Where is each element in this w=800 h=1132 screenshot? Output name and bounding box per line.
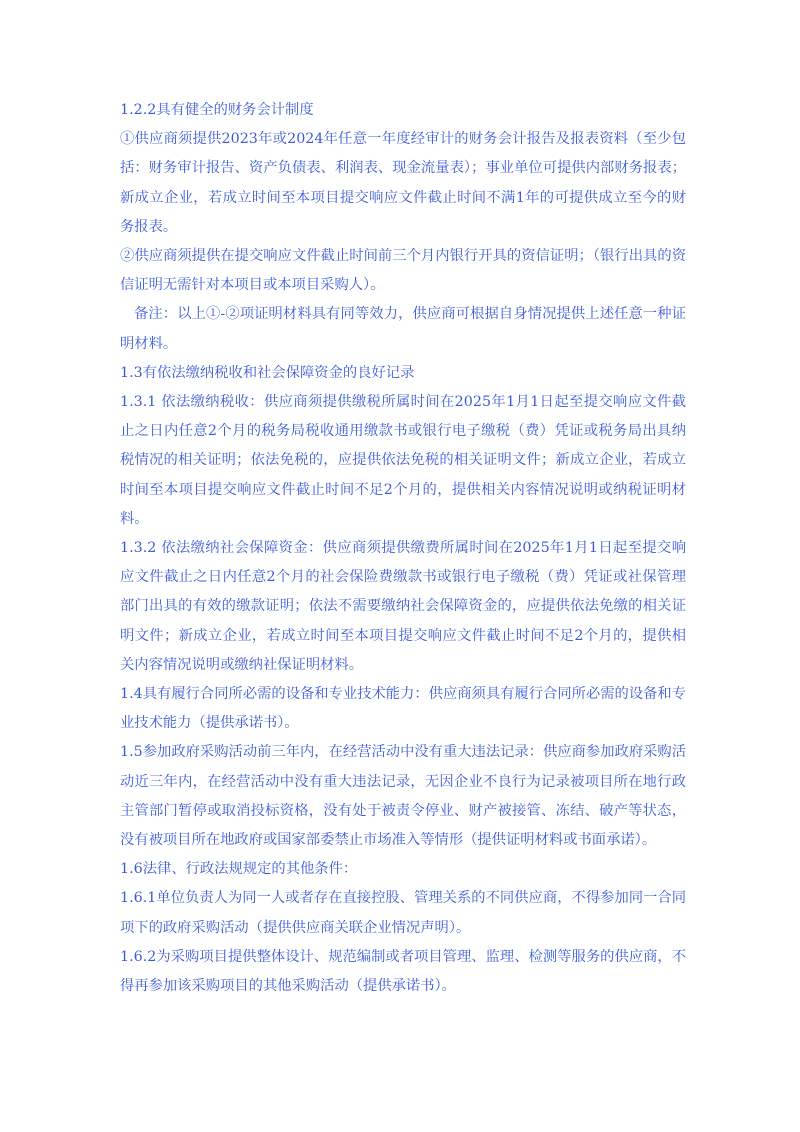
heading-1-3: 1.3有依法缴纳税收和社会保障资金的良好记录 bbox=[120, 364, 415, 381]
paragraph-1-2-2-item-1: ①供应商须提供2023年或2024年任意一年度经审计的财务会计报告及报表资料（至少包括：财务审计报告、资产负债表、利润表、现金流量表）；事业单位可提供内部财务报表；新成立企业，若成立时间至本项目提交响应文件截止时间不满1年的可提供成立至今的财务报表。 bbox=[120, 131, 686, 235]
paragraph-1-6-1: 1.6.1单位负责人为同一人或者存在直接控股、管理关系的不同供应商，不得参加同一合同项下的政府采购活动（提供供应商关联企业情况声明）。 bbox=[120, 890, 686, 936]
document-body bbox=[120, 96, 686, 1001]
paragraph-1-4: 1.4具有履行合同所必需的设备和专业技术能力：供应商须具有履行合同所必需的设备和专业技术能力（提供承诺书）。 bbox=[120, 686, 687, 732]
paragraph-note: 备注：以上①-②项证明材料具有同等效力，供应商可根据自身情况提供上述任意一种证明材料。 bbox=[120, 306, 686, 352]
paragraph-1-2-2-item-2: ②供应商须提供在提交响应文件截止时间前三个月内银行开具的资信证明；（银行出具的资信证明无需针对本项目或本项目采购人）。 bbox=[120, 248, 686, 294]
paragraph-1-6-2: 1.6.2为采购项目提供整体设计、规范编制或者项目管理、监理、检测等服务的供应商，不得再参加该采购项目的其他采购活动（提供承诺书）。 bbox=[120, 948, 686, 995]
heading-1-2-2: 1.2.2具有健全的财务会计制度 bbox=[120, 102, 314, 118]
paragraph-1-3-1: 1.3.1 依法缴纳税收：供应商须提供缴税所属时间在2025年1月1日起至提交响应文件截止之日内任意2个月的税务局税收通用缴款书或银行电子缴税（费）凭证或税务局出具纳税情况的相关证明；依法免税的，应提供依法免税的相关证明文件；新成立企业，若成立时间至本项目提交响应文件截止时间不足2个月的，提供相关内容情况说明或纳税证明材料。 bbox=[120, 394, 686, 527]
paragraph-1-5: 1.5参加政府采购活动前三年内，在经营活动中没有重大违法记录：供应商参加政府采购活动近三年内，在经营活动中没有重大违法记录，无因企业不良行为记录被项目所在地行政主管部门暂停或取消投标资格，没有处于被责令停业、财产被接管、冻结、破产等状态，没有被项目所在地政府或国家部委禁止市场准入等情形（提供证明材料或书面承诺）。 bbox=[120, 744, 687, 849]
paragraph-1-3-2: 1.3.2 依法缴纳社会保障资金：供应商须提供缴费所属时间在2025年1月1日起至提交响应文件截止之日内任意2个月的社会保险费缴款书或银行电子缴税（费）凭证或社保管理部门出具的有效的缴款证明；依法不需要缴纳社会保障资金的，应提供依法免缴的相关证明文件；新成立企业，若成立时间至本项目提交响应文件截止时间不足2个月的，提供相关内容情况说明或缴纳社保证明材料。 bbox=[120, 540, 686, 673]
heading-1-6: 1.6法律、行政法规规定的其他条件： bbox=[120, 861, 358, 878]
